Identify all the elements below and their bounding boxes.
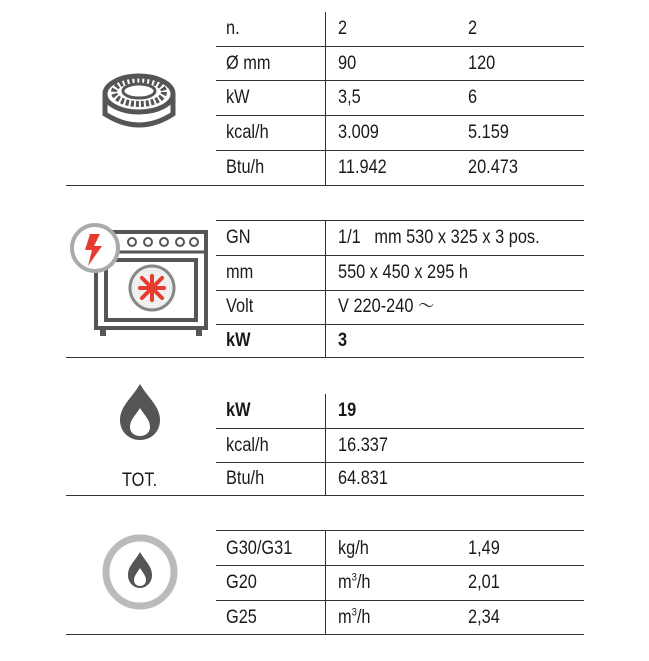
section-divider [66, 357, 584, 358]
gas-type-label: G30/G31 [226, 538, 293, 559]
row-divider [216, 324, 584, 325]
oven-label: GN [226, 227, 251, 248]
oven-value: 550 x 450 x 295 h [338, 262, 468, 283]
total-row-label: Btu/h [226, 468, 265, 489]
burner-label: Ø mm [226, 53, 271, 74]
burner-label: n. [226, 18, 240, 39]
total-label: TOT. [122, 470, 158, 491]
row-divider [216, 462, 584, 463]
total-row-label: kW [226, 400, 251, 421]
burner-value-2: 20.473 [468, 157, 518, 178]
burner-label: kW [226, 87, 250, 108]
total-row-value: 64.831 [338, 468, 388, 489]
row-divider [216, 80, 584, 81]
gas-burner-icon [98, 64, 180, 134]
burner-table-divider [325, 12, 326, 185]
oven-label: kW [226, 330, 251, 351]
row-divider [216, 530, 584, 531]
section-divider [66, 185, 584, 186]
burner-value-1: 3.009 [338, 122, 379, 143]
oven-value: 3 [338, 330, 348, 351]
gas-unit: kg/h [338, 538, 369, 559]
section-divider [66, 495, 584, 496]
total-row-value: 16.337 [338, 435, 388, 456]
gas-type-label: G20 [226, 572, 257, 593]
burner-label: kcal/h [226, 122, 269, 143]
burner-value-2: 5.159 [468, 122, 509, 143]
oven-table-divider [325, 220, 326, 357]
burner-value-1: 3,5 [338, 87, 361, 108]
row-divider [216, 46, 584, 47]
burner-value-1: 11.942 [338, 157, 387, 178]
burner-value-2: 2 [468, 18, 478, 39]
gas-table-divider [325, 530, 326, 634]
burner-value-2: 120 [468, 53, 496, 74]
gas-value: 2,34 [468, 607, 500, 628]
row-divider [216, 150, 584, 151]
oven-label: mm [226, 262, 254, 283]
burner-label: Btu/h [226, 157, 265, 178]
total-row-label: kcal/h [226, 435, 269, 456]
gas-value: 2,01 [468, 572, 500, 593]
burner-value-2: 6 [468, 87, 478, 108]
flame-icon [118, 382, 162, 442]
section-divider [66, 634, 584, 635]
oven-label: Volt [226, 296, 254, 317]
total-row-value: 19 [338, 400, 357, 421]
gas-supply-icon [100, 532, 180, 612]
total-table-divider [325, 394, 326, 495]
oven-value: 1/1 mm 530 x 325 x 3 pos. [338, 227, 540, 248]
electric-oven-icon [70, 222, 210, 340]
gas-value: 1,49 [468, 538, 500, 559]
oven-value: V 220-240 ～ [338, 296, 435, 317]
gas-unit: $m^3/h$ [338, 606, 371, 628]
row-divider [216, 115, 584, 116]
row-divider [216, 600, 584, 601]
row-divider [216, 428, 584, 429]
gas-type-label: G25 [226, 607, 257, 628]
burner-value-1: 90 [338, 53, 357, 74]
burner-value-1: 2 [338, 18, 348, 39]
gas-unit: $m^3/h$ [338, 571, 371, 593]
